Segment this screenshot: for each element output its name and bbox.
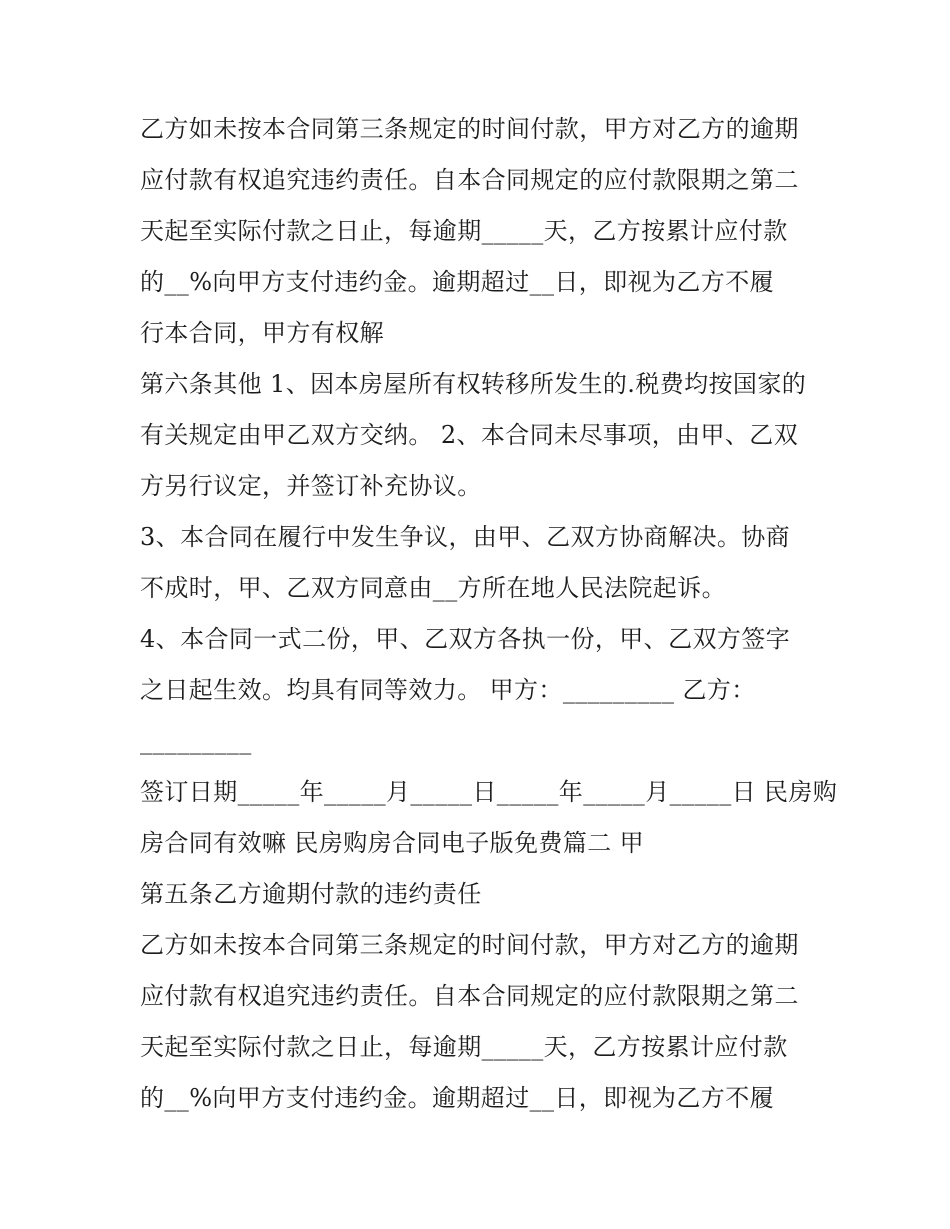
text-line: 第五条乙方逾期付款的违约责任 (140, 880, 482, 908)
text-line: 3、本合同在履行中发生争议，由甲、乙双方协商解决。协商 (140, 523, 791, 551)
text-line: 方另行议定，并签订补充协议。 (140, 472, 482, 500)
text-line: 签订日期_____年_____月_____日_____年_____月_____日 民房购 (140, 778, 838, 806)
text-line: 行本合同，甲方有权解 (140, 319, 384, 347)
text-line: 第六条其他 1、因本房屋所有权转移所发生的.税费均按国家的 (140, 370, 807, 398)
text-line: _________ (140, 727, 252, 755)
document-body (140, 104, 838, 1124)
text-line: 天起至实际付款之日止，每逾期_____天，乙方按累计应付款 (140, 1033, 788, 1061)
text-line: 应付款有权追究违约责任。自本合同规定的应付款限期之第二 (140, 166, 799, 194)
text-line: 不成时，甲、乙双方同意由__方所在地人民法院起诉。 (140, 574, 726, 602)
text-line: 乙方如未按本合同第三条规定的时间付款，甲方对乙方的逾期 (140, 931, 799, 959)
text-line: 的__%向甲方支付违约金。逾期超过__日，即视为乙方不履 (140, 268, 775, 296)
text-line: 天起至实际付款之日止，每逾期_____天，乙方按累计应付款 (140, 217, 788, 245)
text-line: 的__%向甲方支付违约金。逾期超过__日，即视为乙方不履 (140, 1084, 775, 1112)
text-line: 房合同有效嘛 民房购房合同电子版免费篇二 甲 (140, 829, 645, 857)
text-line: 之日起生效。均具有同等效力。 甲方：_________ 乙方： (140, 676, 756, 704)
text-line: 4、本合同一式二份，甲、乙双方各执一份，甲、乙双方签字 (140, 625, 791, 653)
text-line: 有关规定由甲乙双方交纳。 2、本合同未尽事项，由甲、乙双 (140, 421, 799, 449)
text-line: 应付款有权追究违约责任。自本合同规定的应付款限期之第二 (140, 982, 799, 1010)
text-line: 乙方如未按本合同第三条规定的时间付款，甲方对乙方的逾期 (140, 115, 799, 143)
